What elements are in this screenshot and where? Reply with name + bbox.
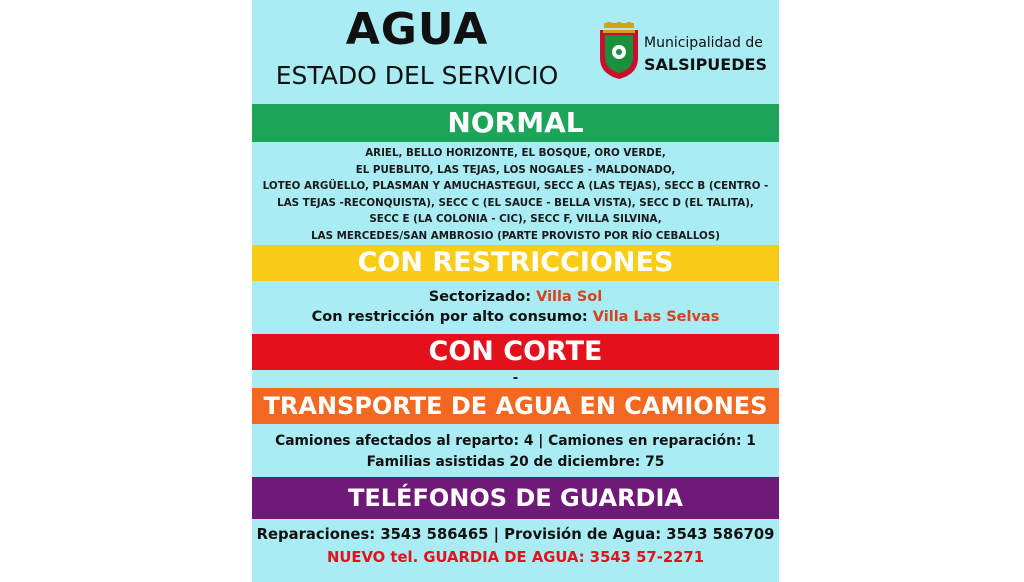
cut-value: -	[512, 371, 519, 386]
coat-of-arms-icon	[598, 22, 640, 84]
page-title: AGUA	[345, 4, 489, 55]
new-guard-phone: NUEVO tel. GUARDIA DE AGUA: 3543 57-2271	[326, 549, 705, 566]
sectorizado-value: Villa Sol	[536, 289, 603, 305]
list-item: ARIEL, BELLO HORIZONTE, EL BOSQUE, ORO VERDE,	[365, 147, 666, 159]
phones-info	[252, 523, 779, 569]
phones-heading: TELÉFONOS DE GUARDIA	[252, 477, 779, 519]
municipality-line-1: Municipalidad de	[644, 35, 763, 51]
cut-heading: CON CORTE	[252, 334, 779, 370]
municipality-name	[644, 32, 779, 76]
water-status-poster	[252, 0, 779, 582]
normal-heading: NORMAL	[252, 104, 779, 142]
list-item: LOTEO ARGÜELLO, PLASMAN Y AMUCHASTEGUI, SECC A (LAS TEJAS), SECC B (CENTRO -	[262, 180, 769, 192]
list-item: LAS MERCEDES/SAN AMBROSIO (PARTE PROVISTO POR RÍO CEBALLOS)	[311, 229, 720, 242]
normal-neighborhoods-list	[252, 145, 779, 244]
title-block	[252, 0, 582, 104]
list-item: LAS TEJAS -RECONQUISTA), SECC C (EL SAUCE - BELLA VISTA), SECC D (EL TALITA),	[277, 196, 754, 209]
consumo-label: Con restricción por alto consumo:	[311, 309, 588, 325]
list-item: SECC E (LA COLONIA - CIC), SECC F, VILLA SILVINA,	[369, 213, 662, 225]
page-subtitle: ESTADO DEL SERVICIO	[275, 61, 559, 90]
phones-line: Reparaciones: 3543 586465 | Provisión de Agua: 3543 586709	[256, 526, 775, 543]
truck-transport-heading: TRANSPORTE DE AGUA EN CAMIONES	[252, 388, 779, 424]
restrictions-info	[252, 287, 779, 327]
municipality-line-2: SALSIPUEDES	[644, 55, 767, 74]
consumo-value: Villa Las Selvas	[592, 309, 720, 325]
families-line: Familias asistidas 20 de diciembre: 75	[366, 454, 665, 470]
list-item: EL PUEBLITO, LAS TEJAS, LOS NOGALES - MALDONADO,	[355, 163, 676, 176]
trucks-line: Camiones afectados al reparto: 4 | Camiones en reparación: 1	[275, 433, 756, 449]
truck-transport-info	[252, 431, 779, 473]
restrictions-heading: CON RESTRICCIONES	[252, 245, 779, 281]
sectorizado-label: Sectorizado:	[428, 289, 532, 305]
